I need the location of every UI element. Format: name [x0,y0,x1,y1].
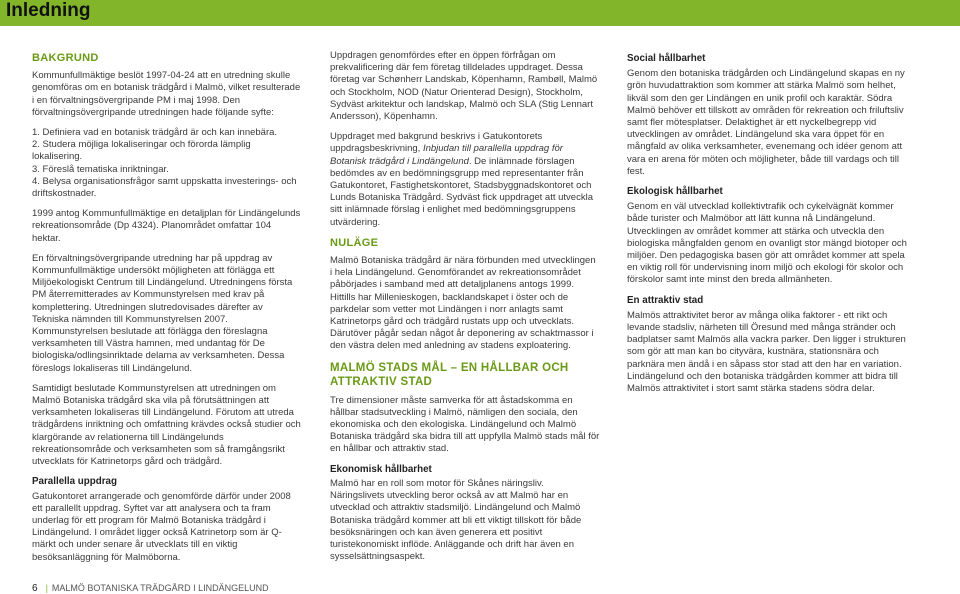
title-banner [0,0,960,26]
italic-title: Inbjudan till parallella uppdrag för Botanisk trädgård i Lindängelund [330,143,563,167]
list-item: 3. Föreslå tematiska inriktningar. [32,163,169,175]
paragraph-parallella: Gatukontoret arrangerade och genomförde därför under 2008 ett parallellt uppdrag. Syftet var att analysera och ta fram underlag för ett program för Malmö Botaniska trädgård i Lindängelund. I området ligger också Katrinetorp som är Q-märkt och under senare år utvecklats till en viktig besöksanläggning för Malmöborna. [32,490,291,563]
heading-parallella-uppdrag: Parallella uppdrag [32,476,117,488]
paragraph-ekologisk: Genom en väl utvecklad kollektivtrafik och cykelvägnät kommer både turister och Malmöbor att lätt kunna nå Lindängelund. Utvecklingen av området kommer att stärka och utveckla den biologiska mångfalden genom en ovanligt stor mängd biotoper och miljöer. Den pedagogiska basen gör att området kommer att spela en viktig roll för undervisning inom miljö och ekologi för skolor och förskolor samt inte minst den breda allmänheten. [627,201,907,286]
heading-bakgrund: BAKGRUND [32,52,99,64]
paragraph-bakgrund-intro: Kommunfullmäktige beslöt 1997-04-24 att en utredning skulle genomföras om en botanisk trädgård i Malmö, vilket resulterade i en förvaltningsövergripande PM i maj 1998. Den förvaltningsövergripande utredningen hade följande syfte: [32,70,301,118]
paragraph-uppdraget [330,131,600,229]
footer-divider: | [45,583,48,593]
column-middle [330,50,600,571]
paragraph-dimensioner: Tre dimensioner måste samverka för att åstadskomma en hållbar stadsutveckling i Malmö, nämligen den sociala, den ekonomiska och den ekologiska. Lindängelund och Malmö Botaniska trädgård ska bidra till att uppfylla Malmö stads mål för en hållbar och attraktiv stad. [330,394,600,455]
paragraph-uppdragen: Uppdragen genomfördes efter en öppen förfrågan om prekvalificering där fem företag tilldelades uppdraget. Dessa företag var Schønherr Landskab, Köpenhamn, Rambøll, Malmö och Stockholm, NOD (Natur Orienterad Design), Stockholm, Sydväst arkitektur och landskap, Malmö och SLA (Stig Lennart Andersson), Köpenhamn. [330,50,598,123]
purpose-list [32,127,302,200]
heading-nulage: NULÄGE [330,236,379,249]
list-item: 2. Studera möjliga lokaliseringar och förorda lämplig lokalisering. [32,139,251,163]
heading-malmo-stads-mal: MALMÖ STADS MÅL – EN HÅLLBAR OCH ATTRAKTIV STAD [330,361,569,388]
running-title: MALMÖ BOTANISKA TRÄDGÅRD I LINDÄNGELUND [51,583,269,593]
heading-ekonomisk: Ekonomisk hållbarhet [330,463,432,475]
heading-attraktiv-stad: En attraktiv stad [627,294,704,306]
page-number: 6 [32,583,38,594]
text-span: . De inlämnade förslagen bedömdes av en bedömningsgrupp med representanter från Gatukontoret, Fastighetskontoret, Stadsbyggnadskontoret och Lunds Botaniska Trädgård. Sydväst fick uppdraget att utveckla sitt inlämnade förslag i enlighet med bedömningsgruppens utvärdering. [330,155,593,228]
paragraph-kommunstyrelsen: Samtidigt beslutade Kommunstyrelsen att utredningen om Malmö Botaniska trädgård ska vila på förutsättningen att verksamheten lokaliseras till Lindängelund. Förutom att utreda trädgårdens inriktning och omfattning krävdes också studier och klargörande av relationerna till Lindängelunds rekreationsområde och verksamheten som så framgångsrikt utvecklats för Katrinetorps gård och trädgård. [32,382,301,468]
text-span: Uppdraget med bakgrund beskrivs i Gatukontorets uppdragsbeskrivning, [330,131,543,155]
heading-ekologisk: Ekologisk hållbarhet [627,186,723,198]
heading-social: Social hållbarhet [627,53,706,64]
paragraph-detaljplan: 1999 antog Kommunfullmäktige en detaljplan för Lindängelunds rekreationsområde (Dp 4324). Planområdet omfattar 104 hektar. [32,208,301,244]
paragraph-nulage: Malmö Botaniska trädgård är nära förbunden med utvecklingen i hela Lindängelund. Genomförandet av rekreationsområdet påbörjades i samband med att detaljplanens antogs 1999. Hittills har Millenieskogen, backlandskapet i öster och de parkdelar som vetter mot Lindängen i norr anlagts samt Katrinetorps gård och trädgård rustats upp och utvecklats. Därutöver pågår sedan något år deponering av schaktmassor i den västra delen med anledning av stadens exploatering. [330,255,596,352]
paragraph-ekonomisk: Malmö har en roll som motor för Skånes näringsliv. Näringslivets utveckling beror också av att Malmö har en utvecklad och attraktiv stadsmiljö. Lindängelund och Malmö Botaniska trädgård kommer att bli ett viktigt tillskott för både besöksnäringen och kan även generera ett positivt turistekonomiskt inflöde. Anläggande och drift har även en sysselsättningsaspekt. [330,477,582,563]
paragraph-social: Genom den botaniska trädgården och Lindängelund skapas en ny grön huvudattraktion som kommer att stärka Malmö som helhet, likväl som den ger Lindängen en unik profil och karaktär. Södra Malmö behöver ett tillskott av områden för rekreation och friluftsliv samt fler mötesplatser. Delaktighet är ett nyckelbegrepp vid utvecklingen av området. Lindängelund ska vara öppet för en mångfald av olika verksamheter, evenemang och idéer genom att vara en arena för möten och möjligheter, både till vardags och till fest. [627,68,905,177]
column-left [32,52,302,572]
page-title: Inledning [6,0,91,21]
list-item: 1. Definiera vad en botanisk trädgård är och kan innebära. [32,127,278,139]
column-right [627,53,909,403]
page-footer [32,583,269,594]
paragraph-attraktiv: Malmös attraktivitet beror av många olika faktorer - ett rikt och levande stadsliv, närheten till Öresund med många stränder och badplatser samt Malmös alla vackra parker. Den ligger i strukturen som gör att man kan bo cityvära, kustnära, stationsnära och parknära men ändå i en såpass stor stad att den har en variation. Lindängelund och den botaniska trädgården kommer att bidra till Malmös attraktivitet i stort samt stärka stadens södra delar. [627,309,906,395]
list-item: 4. Belysa organisationsfrågor samt uppskatta investerings- och driftskostnader. [32,175,297,200]
paragraph-miljoekologiskt: En förvaltningsövergripande utredning har på uppdrag av Kommunfullmäktige undersökt möjligheten att förlägga ett Miljöekologiskt Centrum till Lindängelund. Utredningens första PM återremitterades av Kommunstyrelsen med krav på komplettering. Utredningen slutredovisades därefter av Tekniska nämnden till Kommunstyrelsen 2007. Kommunstyrelsen beslutade att förlägga den föreslagna verksamheten till Västra hamnen, med undantag för De biologiska/odlingsinriktade delarna av verksamheten. Dessa föreslogs lokaliseras till Lindängelund. [32,252,293,374]
